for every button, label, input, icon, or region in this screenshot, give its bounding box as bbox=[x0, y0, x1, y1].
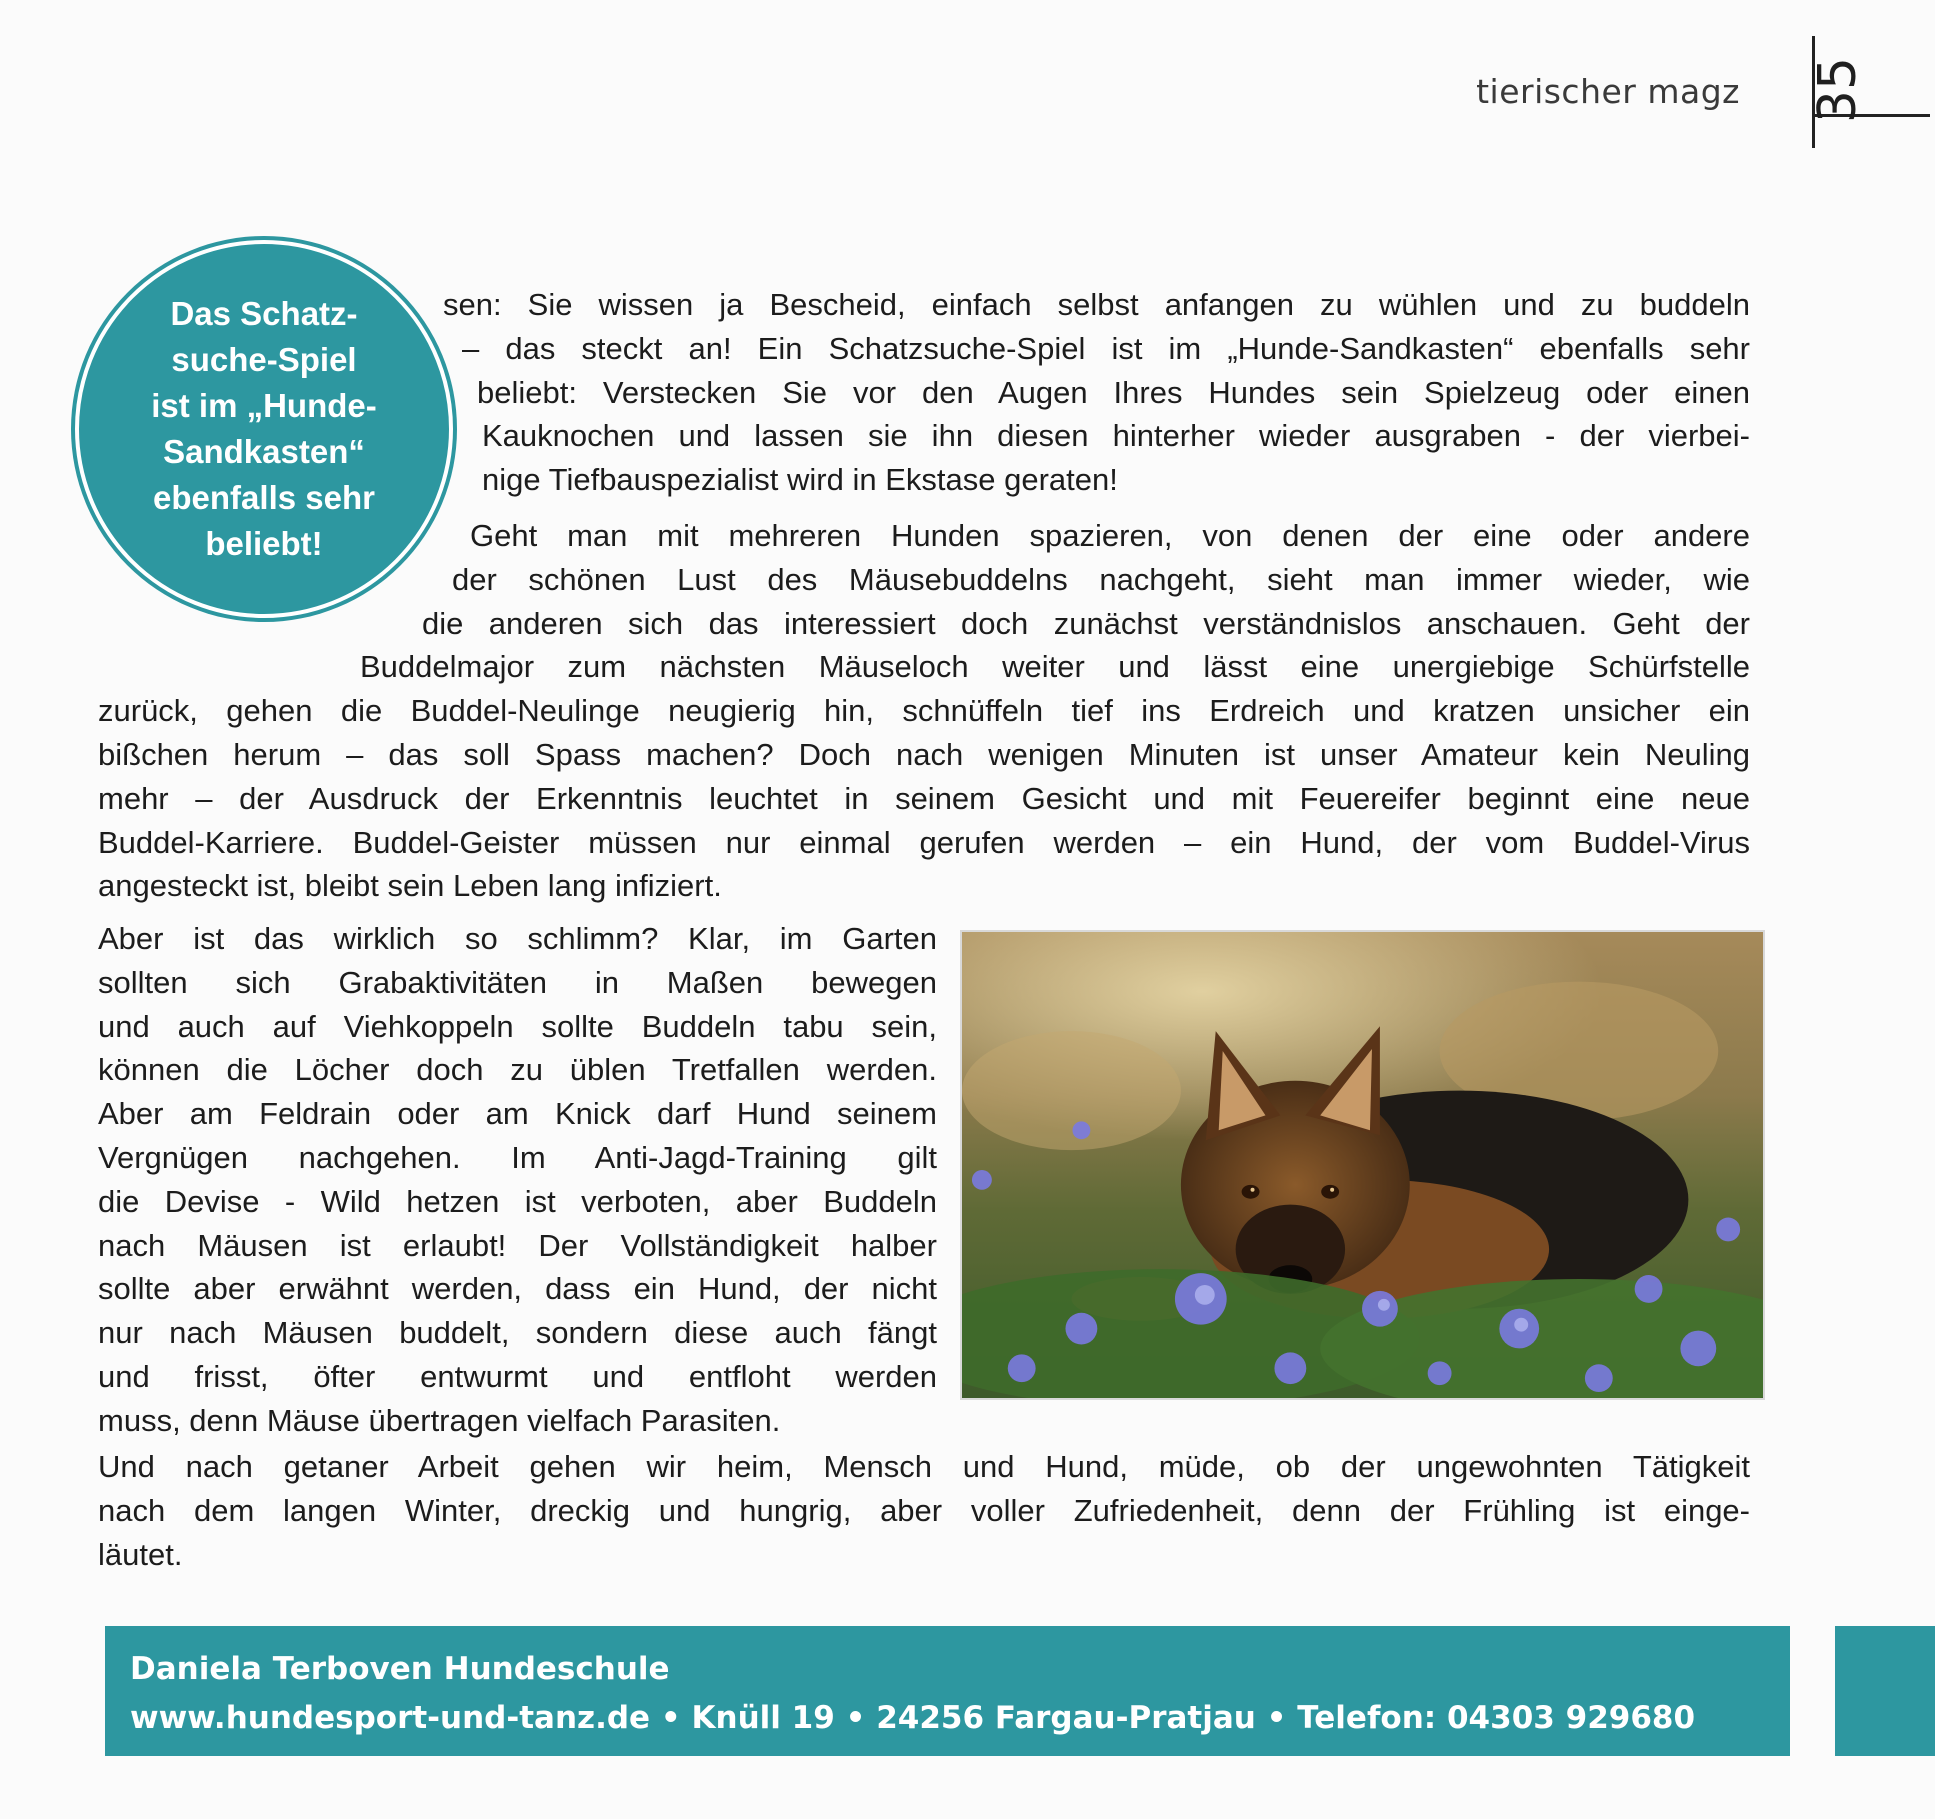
body-line: Buddel-Karriere. Buddel-Geister müssen nur einmal gerufen werden – ein Hund, der vom Buddel-Virus bbox=[98, 825, 1750, 860]
body-line: angesteckt ist, bleibt sein Leben lang infiziert. bbox=[98, 868, 722, 903]
body-line: und frisst, öfter entwurmt und entfloht werden bbox=[98, 1359, 937, 1394]
body-line: bißchen herum – das soll Spass machen? Doch nach wenigen Minuten ist unser Amateur kein Neuling bbox=[98, 737, 1750, 772]
pullquote-bubble bbox=[75, 240, 453, 618]
body-line: nige Tiefbauspezialist wird in Ekstase geraten! bbox=[482, 462, 1118, 497]
magazine-name: tierischer magz bbox=[1476, 72, 1740, 111]
body-line: Kauknochen und lassen sie ihn diesen hinterher wieder ausgraben - der vierbei- bbox=[482, 418, 1750, 453]
body-line: die anderen sich das interessiert doch zunächst verständnislos anschauen. Geht der bbox=[422, 606, 1750, 641]
body-line: nach Mäusen ist erlaubt! Der Vollständigkeit halber bbox=[98, 1228, 937, 1263]
body-line: mehr – der Ausdruck der Erkenntnis leuchtet in seinem Gesicht und mit Feuereifer beginnt eine neue bbox=[98, 781, 1750, 816]
body-line: läutet. bbox=[98, 1537, 183, 1572]
footer-banner bbox=[105, 1626, 1790, 1756]
pullquote-text: Das Schatz- suche-Spiel ist im „Hunde- Sandkasten“ ebenfalls sehr beliebt! bbox=[151, 295, 377, 562]
body-line: Aber ist das wirklich so schlimm? Klar, im Garten bbox=[98, 921, 937, 956]
body-line: Vergnügen nachgehen. Im Anti-Jagd-Training gilt bbox=[98, 1140, 937, 1175]
body-line: können die Löcher doch zu üblen Tretfallen werden. bbox=[98, 1052, 937, 1087]
body-line: Geht man mit mehreren Hunden spazieren, von denen der eine oder andere bbox=[470, 518, 1750, 553]
body-line: sen: Sie wissen ja Bescheid, einfach selbst anfangen zu wühlen und zu buddeln bbox=[443, 287, 1750, 322]
body-line: zurück, gehen die Buddel-Neulinge neugierig hin, schnüffeln tief ins Erdreich und kratzen unsicher ein bbox=[98, 693, 1750, 728]
footer-contact-line: www.hundesport-und-tanz.de • Knüll 19 • 24256 Fargau-Pratjau • Telefon: 04303 929680 bbox=[130, 1700, 1696, 1736]
body-line: sollten sich Grabaktivitäten in Maßen bewegen bbox=[98, 965, 937, 1000]
body-line: die Devise - Wild hetzen ist verboten, aber Buddeln bbox=[98, 1184, 937, 1219]
body-line: beliebt: Verstecken Sie vor den Augen Ihres Hundes sein Spielzeug oder einen bbox=[477, 375, 1750, 410]
body-line: muss, denn Mäuse übertragen vielfach Parasiten. bbox=[98, 1403, 781, 1438]
body-line: Und nach getaner Arbeit gehen wir heim, Mensch und Hund, müde, ob der ungewohnten Tätigkeit bbox=[98, 1449, 1750, 1484]
footer-school-name: Daniela Terboven Hundeschule bbox=[130, 1651, 670, 1687]
body-line: der schönen Lust des Mäusebuddelns nachgeht, sieht man immer wieder, wie bbox=[452, 562, 1750, 597]
german-shepherd-photo-icon bbox=[962, 932, 1763, 1398]
body-line: Buddelmajor zum nächsten Mäuseloch weiter und lässt eine unergiebige Schürfstelle bbox=[360, 649, 1750, 684]
footer-edge-tab bbox=[1835, 1626, 1935, 1756]
body-line: Aber am Feldrain oder am Knick darf Hund seinem bbox=[98, 1096, 937, 1131]
dog-photo bbox=[960, 930, 1765, 1400]
page-number: 35 bbox=[1808, 56, 1868, 124]
body-line: – das steckt an! Ein Schatzsuche-Spiel ist im „Hunde-Sandkasten“ ebenfalls sehr bbox=[462, 331, 1750, 366]
body-line: nur nach Mäusen buddelt, sondern diese auch fängt bbox=[98, 1315, 937, 1350]
body-line: sollte aber erwähnt werden, dass ein Hund, der nicht bbox=[98, 1271, 937, 1306]
body-line: nach dem langen Winter, dreckig und hungrig, aber voller Zufriedenheit, denn der Frühling ist einge- bbox=[98, 1493, 1750, 1528]
body-line: und auch auf Viehkoppeln sollte Buddeln tabu sein, bbox=[98, 1009, 937, 1044]
